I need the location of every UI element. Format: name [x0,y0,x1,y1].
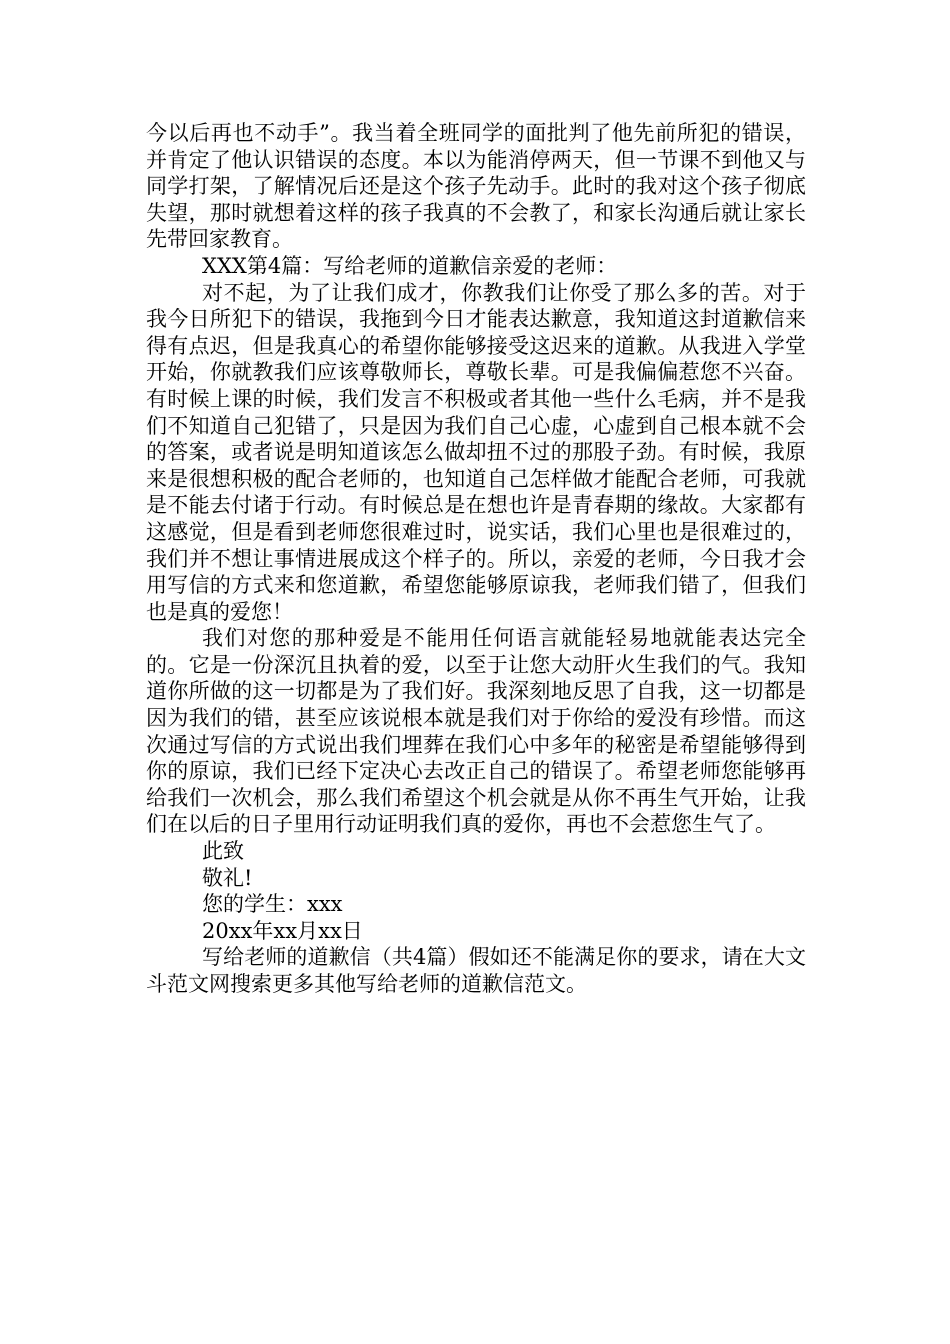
closing-respect: 敬礼! [202,865,253,890]
closing-date: 20xx年xx月xx日 [202,918,363,943]
closing-signature: 您的学生：xxx [202,892,343,917]
paragraph-continuation: 今以后再也不动手”。我当着全班同学的面批判了他先前所犯的错误，并肯定了他认识错误的态度。本以为能消停两天，但一节课不到他又与同学打架，了解情况后还是这个孩子先动手。此时的我对这个孩子彻底失望，那时就想着这样的孩子我真的不会教了，和家长沟通后就让家长先带回家教育。 [146,121,806,252]
paragraph-love: 我们对您的那种爱是不能用任何语言就能轻易地就能表达完全的。它是一份深沉且执着的爱，以至于让您大动肝火生我们的气。我知道你所做的这一切都是为了我们好。我深刻地反思了自我，这一切都是因为我们的错，甚至应该说根本就是我们对于你给的爱没有珍惜。而这次通过写信的方式说出我们埋葬在我们心中多年的秘密是希望能够得到你的原谅，我们已经下定决心去改正自己的错误了。希望老师您能够再给我们一次机会，那么我们希望这个机会就是从你不再生气开始，让我们在以后的日子里用行动证明我们真的爱你，再也不会惹您生气了。 [146,626,806,837]
paragraph-apology: 对不起，为了让我们成才，你教我们让你受了那么多的苦。对于我今日所犯下的错误，我拖到今日才能表达歉意，我知道这封道歉信来得有点迟，但是我真心的希望你能够接受这迟来的道歉。从我进入学堂开始，你就教我们应该尊敬师长，尊敬长辈。可是我偏偏惹您不兴奋。有时候上课的时候，我们发言不积极或者其他一些什么毛病，并不是我们不知道自己犯错了，只是因为我们自己心虚，心虚到自己根本就不会的答案，或者说是明知道该怎么做却扭不过的那股子劲。有时候，我原来是很想积极的配合老师的，也知道自己怎样做才能配合老师，可我就是不能去付诸于行动。有时候总是在想也许是青春期的缘故。大家都有这感觉，但是看到老师您很难过时，说实话，我们心里也是很难过的，我们并不想让事情进展成这个样子的。所以，亲爱的老师，今日我才会用写信的方式来和您道歉，希望您能够原谅我，老师我们错了，但我们也是真的爱您！ [146,280,806,624]
section-heading: XXX第4篇：写给老师的道歉信亲爱的老师： [202,253,618,278]
document-page [146,120,806,998]
footer-note: 写给老师的道歉信（共4篇）假如还不能满足你的要求，请在大文斗范文网搜索更多其他写给老师的道歉信范文。 [146,945,806,996]
closing-salutation: 此致 [202,839,244,864]
